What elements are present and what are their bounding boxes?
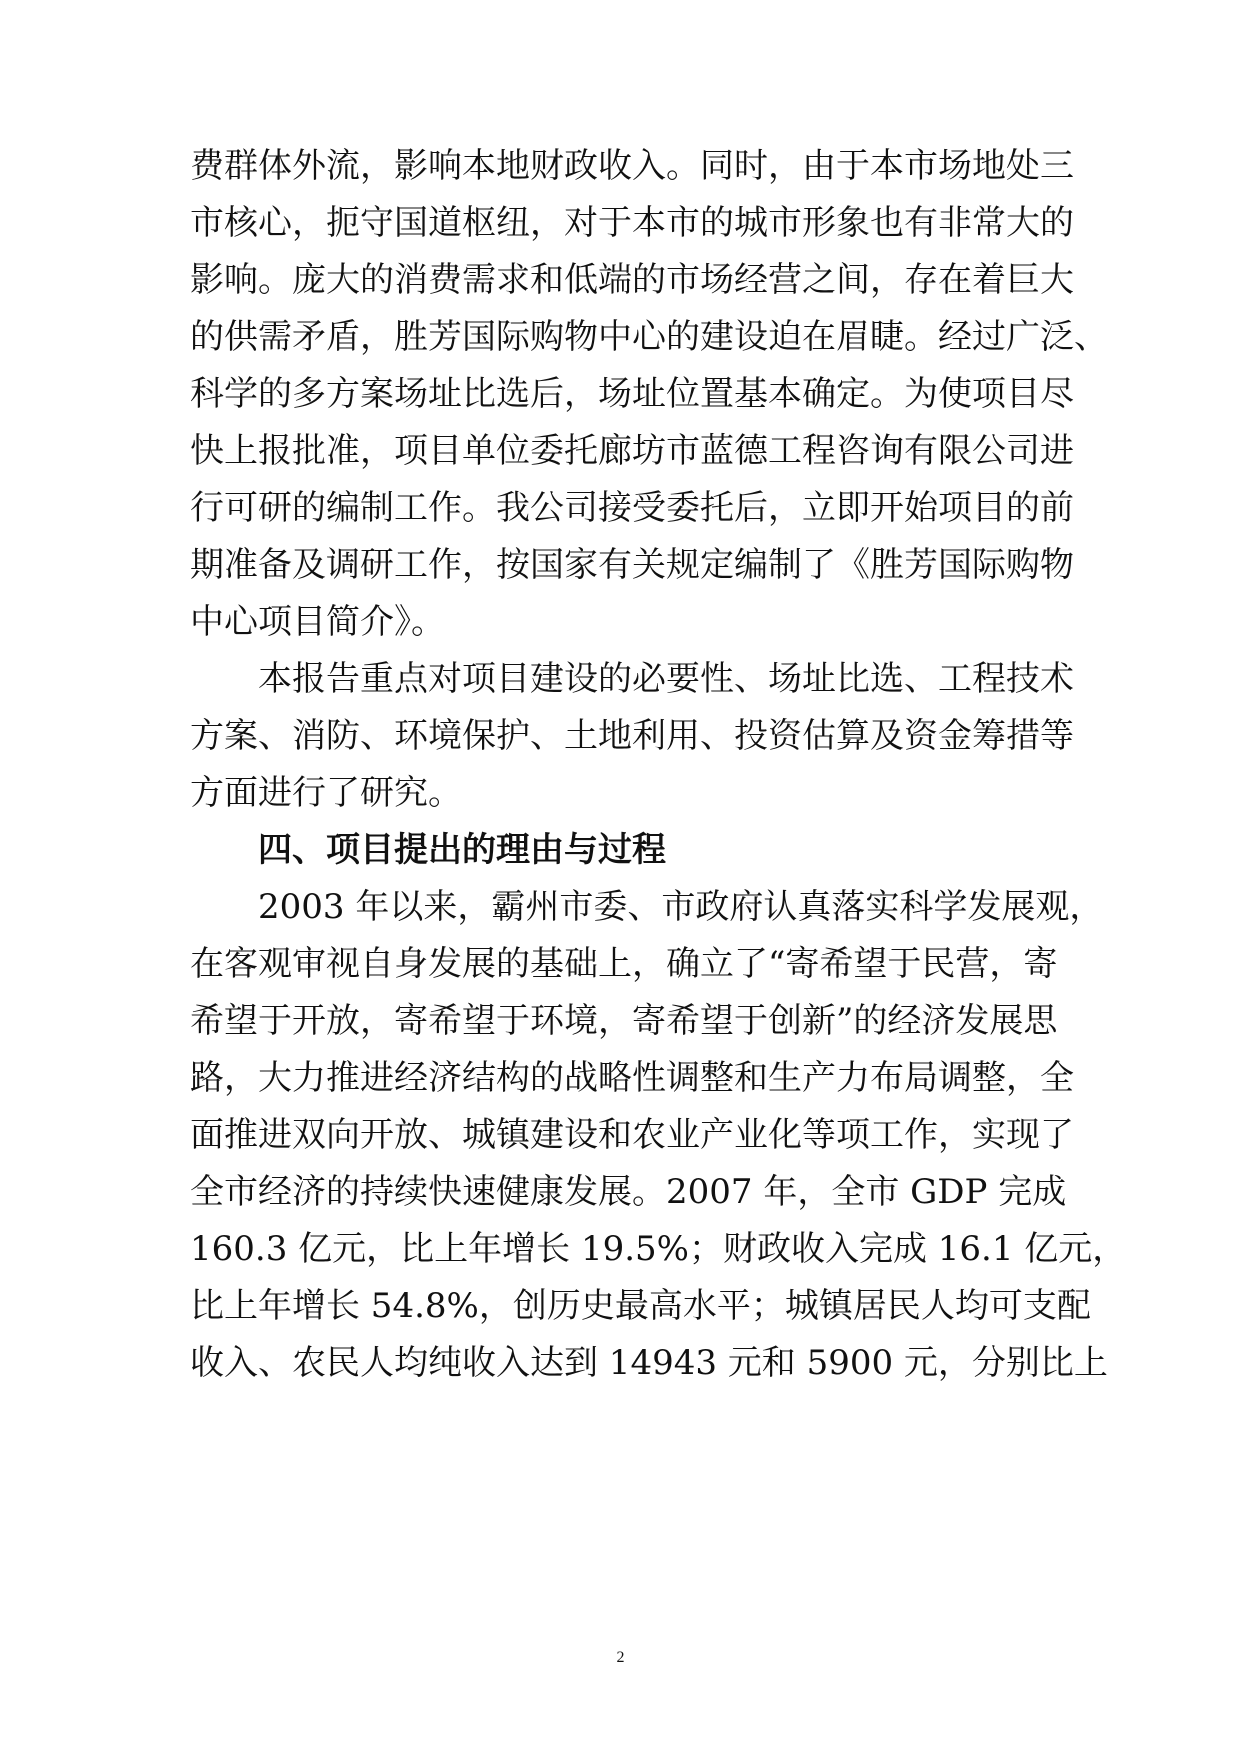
text-line: 快上报批准，项目单位委托廊坊市蓝德工程咨询有限公司进 xyxy=(190,431,1074,471)
text-line: 方案、消防、环境保护、土地利用、投资估算及资金筹措等 xyxy=(190,716,1074,756)
text-line: 科学的多方案场址比选后，场址位置基本确定。为使项目尽 xyxy=(190,374,1074,414)
text-line: 比上年增长 54.8%，创历史最高水平；城镇居民人均可支配 xyxy=(190,1286,1091,1326)
text-line: 希望于开放，寄希望于环境，寄希望于创新”的经济发展思 xyxy=(190,1001,1058,1041)
text-line: 全市经济的持续快速健康发展。2007 年，全市 GDP 完成 xyxy=(190,1172,1067,1212)
text-line: 收入、农民人均纯收入达到 14943 元和 5900 元，分别比上 xyxy=(190,1343,1108,1383)
text-line: 市核心，扼守国道枢纽，对于本市的城市形象也有非常大的 xyxy=(190,203,1074,243)
text-line: 在客观审视自身发展的基础上，确立了“寄希望于民营，寄 xyxy=(190,944,1058,984)
text-line: 的供需矛盾，胜芳国际购物中心的建设迫在眉睫。经过广泛、 xyxy=(190,317,1108,357)
text-line: 行可研的编制工作。我公司接受委托后，立即开始项目的前 xyxy=(190,488,1074,528)
text-line: 费群体外流，影响本地财政收入。同时，由于本市场地处三 xyxy=(190,146,1074,186)
text-line: 中心项目简介》。 xyxy=(190,602,445,642)
text-line: 路，大力推进经济结构的战略性调整和生产力布局调整，全 xyxy=(190,1058,1074,1098)
text-line: 期准备及调研工作，按国家有关规定编制了《胜芳国际购物 xyxy=(190,545,1074,585)
text-line: 本报告重点对项目建设的必要性、场址比选、工程技术 xyxy=(258,659,1074,699)
text-line: 方面进行了研究。 xyxy=(190,773,462,813)
text-line: 影响。庞大的消费需求和低端的市场经营之间，存在着巨大 xyxy=(190,260,1074,300)
text-line: 面推进双向开放、城镇建设和农业产业化等项工作，实现了 xyxy=(190,1115,1074,1155)
text-line: 160.3 亿元，比上年增长 19.5%；财政收入完成 16.1 亿元， xyxy=(190,1229,1127,1269)
section-heading: 四、项目提出的理由与过程 xyxy=(258,830,666,870)
page-number: 2 xyxy=(616,1649,625,1666)
text-line: 2003 年以来，霸州市委、市政府认真落实科学发展观， xyxy=(258,887,1104,927)
